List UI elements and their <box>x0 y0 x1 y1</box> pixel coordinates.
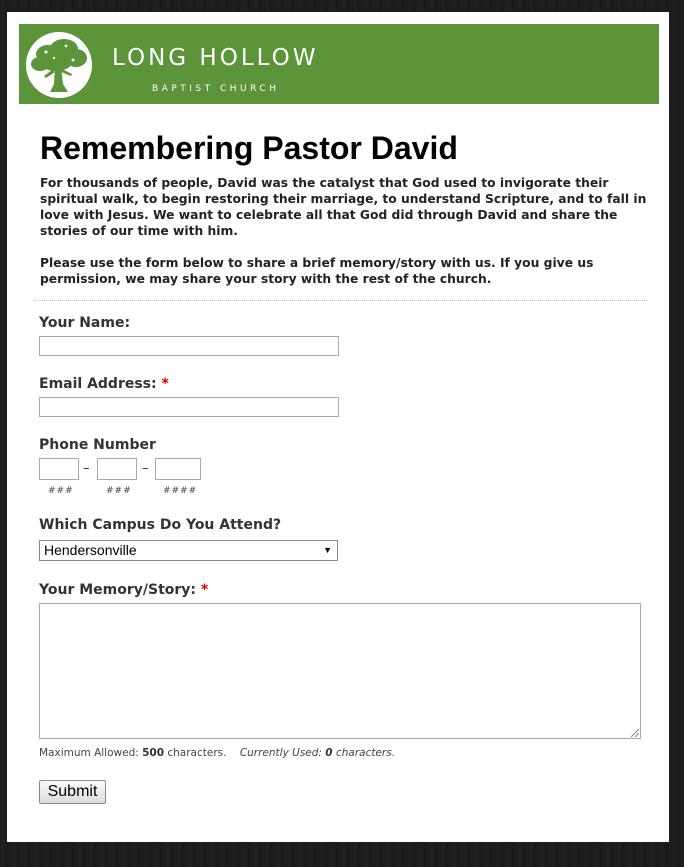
max-allowed-suffix: characters. <box>167 747 227 759</box>
max-allowed-label: Maximum Allowed: <box>39 747 139 759</box>
currently-used-suffix: characters. <box>335 747 396 759</box>
required-marker: * <box>161 376 169 392</box>
brand-name: LONG HOLLOW <box>112 45 319 71</box>
phone-hint: ### <box>48 486 74 496</box>
campus-selected-value: Hendersonville <box>44 542 137 558</box>
phone-hint: ### <box>106 486 132 496</box>
tree-icon <box>26 32 92 98</box>
intro-paragraph: Please use the form below to share a brief memory/story with us. If you give us permission, we may share your story with the rest of the church. <box>40 256 594 286</box>
campus-select[interactable] <box>39 540 338 561</box>
intro-text <box>40 175 650 303</box>
email-label <box>39 376 169 392</box>
required-marker: * <box>200 582 209 598</box>
intro-paragraph: For thousands of people, David was the catalyst that God used to invigorate their spiritual walk, to begin restoring their marriage, to understand Scripture, and to fall in love with Jesus. We want to celebrate all that God did through David and share the stories of our time with him. <box>40 176 647 238</box>
header-banner <box>19 24 659 104</box>
phone-hint: #### <box>163 486 198 496</box>
name-label <box>39 315 130 331</box>
phone-label <box>39 437 156 453</box>
submit-button[interactable]: Submit <box>39 780 106 804</box>
currently-used-value: 0 <box>325 747 333 759</box>
dropdown-arrow-icon: ▼ <box>323 545 332 555</box>
email-input[interactable] <box>39 397 339 417</box>
phone-label-text: Phone Number <box>39 437 156 453</box>
page-title: Remembering Pastor David <box>40 130 458 166</box>
phone-area-code-input[interactable] <box>39 458 79 480</box>
email-label-text: Email Address: <box>39 376 157 392</box>
campus-label-text: Which Campus Do You Attend? <box>39 517 282 533</box>
resize-grip-icon[interactable] <box>631 729 639 737</box>
name-label-text: Your Name: <box>39 315 131 331</box>
phone-separator: – <box>142 461 149 476</box>
section-divider <box>33 300 647 301</box>
character-counter <box>39 747 395 759</box>
phone-line-input[interactable] <box>155 458 201 480</box>
story-textarea[interactable] <box>39 603 641 739</box>
story-label <box>39 582 208 598</box>
brand-subtitle: BAPTIST CHURCH <box>152 84 280 94</box>
page-card <box>7 12 669 842</box>
currently-used <box>240 747 395 759</box>
phone-prefix-input[interactable] <box>97 458 137 480</box>
story-label-text: Your Memory/Story: <box>39 582 197 598</box>
name-input[interactable] <box>39 336 339 356</box>
currently-used-label: Currently Used: <box>239 747 322 759</box>
campus-label <box>39 517 281 533</box>
max-allowed-value: 500 <box>142 747 165 759</box>
phone-separator: – <box>83 461 90 476</box>
